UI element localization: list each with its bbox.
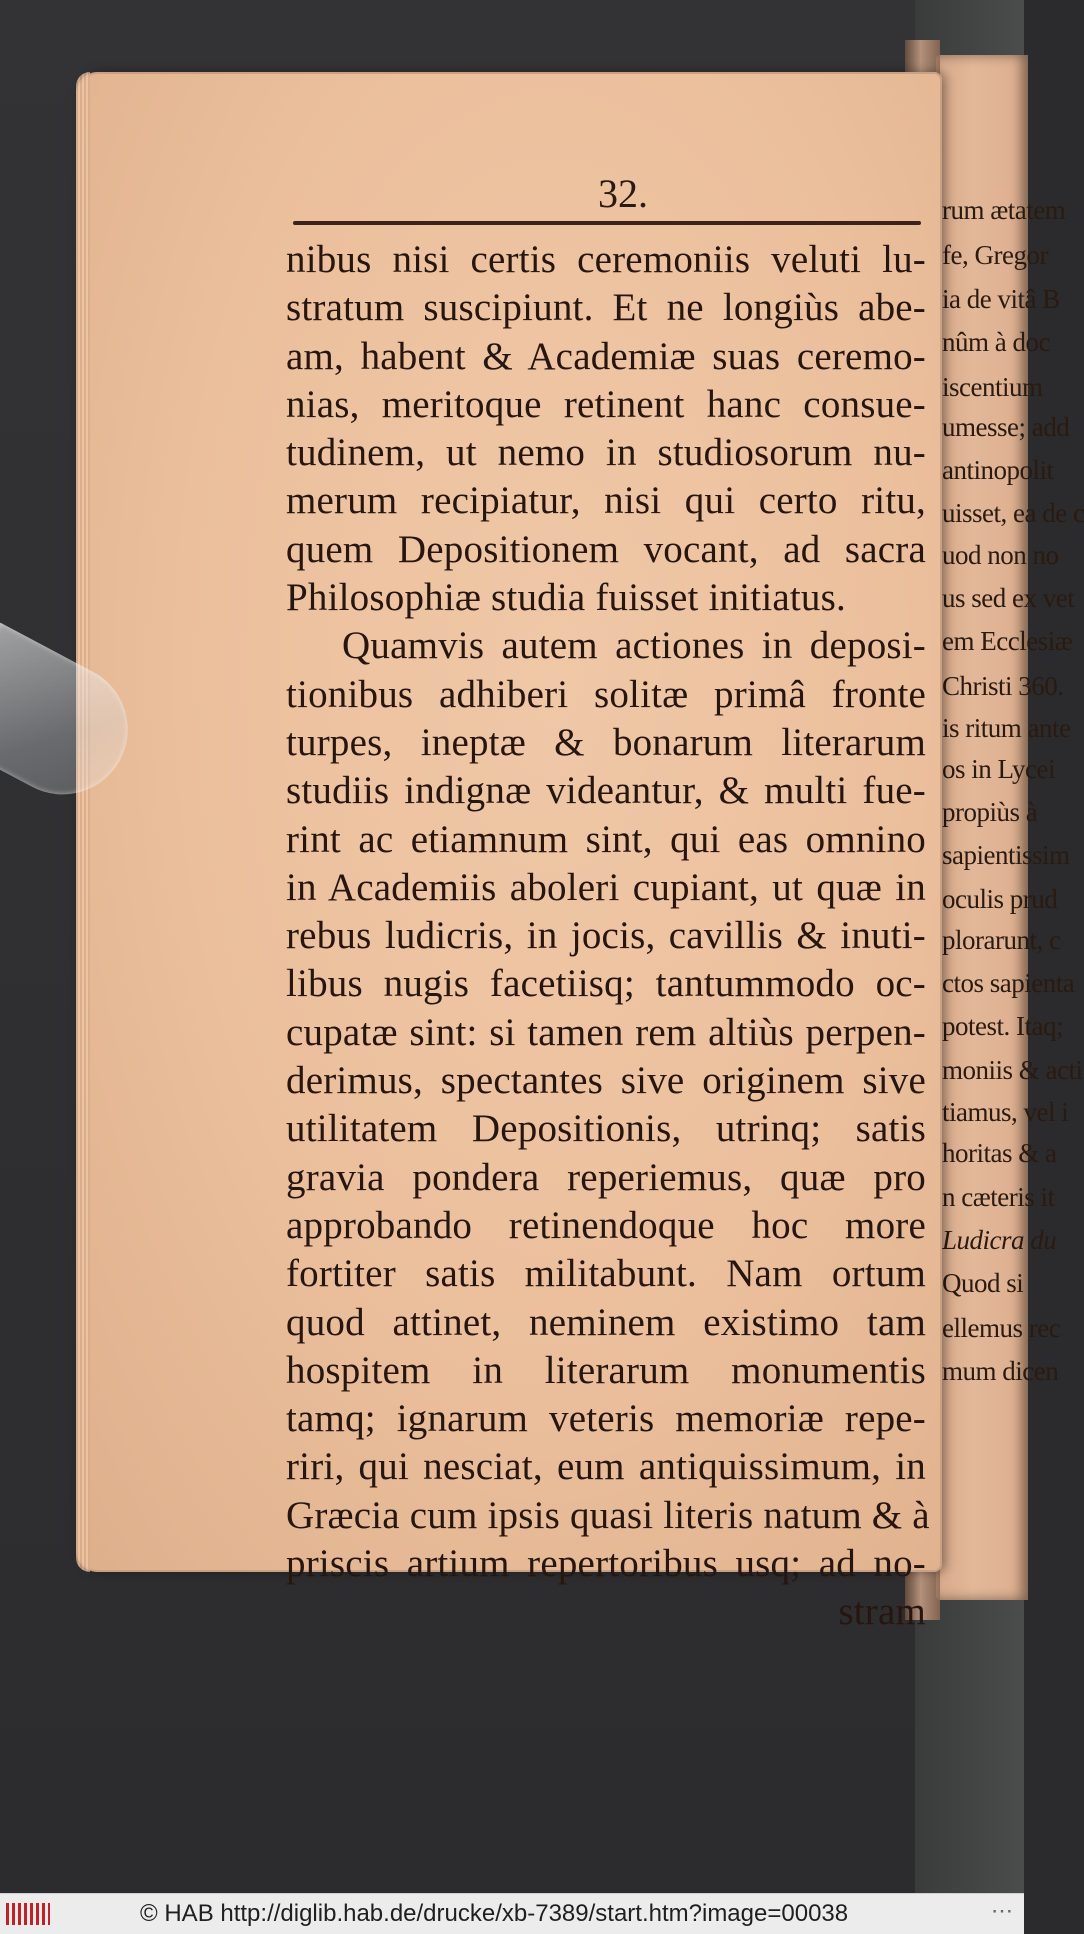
facing-page-line: potest. Itaq; bbox=[942, 1011, 1063, 1041]
text-line: riri, qui nesciat, eum antiquissimum, in bbox=[286, 1445, 926, 1489]
facing-page-line: Christi 360. bbox=[942, 671, 1064, 701]
text-line: tamq; ignarum veteris memoriæ repe- bbox=[286, 1397, 926, 1441]
facing-page-line: umesse; add bbox=[942, 412, 1070, 442]
facing-page-line: n cæteris it bbox=[942, 1182, 1055, 1212]
text-line: in Academiis aboleri cupiant, ut quæ in bbox=[286, 865, 926, 909]
text-line: turpes, ineptæ & bonarum literarum bbox=[286, 720, 926, 764]
text-line: quem Depositionem vocant, ad sacra bbox=[286, 527, 926, 571]
text-line: rebus ludicris, in jocis, cavillis & inuti- bbox=[286, 914, 926, 958]
text-line: quod attinet, neminem existimo tam bbox=[286, 1300, 926, 1344]
facing-page-line: em Ecclesiæ bbox=[942, 626, 1073, 656]
facing-page bbox=[936, 55, 1084, 1600]
facing-page-line: iscentium bbox=[942, 372, 1043, 402]
text-line: nias, meritoque retinent hanc consue- bbox=[286, 382, 926, 426]
facing-page-line: uod non no bbox=[942, 540, 1059, 570]
facing-page-line: Quod si bbox=[942, 1268, 1024, 1298]
text-line: tionibus adhiberi solitæ primâ fronte bbox=[286, 672, 926, 716]
facing-page-line: Ludicra du bbox=[942, 1225, 1057, 1255]
facing-page-line: is ritum ante bbox=[942, 713, 1071, 743]
text-line: rint ac etiamnum sint, qui eas omnino bbox=[286, 817, 926, 861]
more-icon[interactable]: ⋯ bbox=[991, 1898, 1014, 1923]
facing-page-line: uisset, ea de c bbox=[942, 498, 1084, 528]
text-line: derimus, spectantes sive originem sive bbox=[286, 1059, 926, 1103]
text-line: Philosophiæ studia fuisset initiatus. bbox=[286, 576, 846, 620]
facing-page-line: fe, Gregor bbox=[942, 240, 1048, 270]
facing-page-line: horitas & a bbox=[942, 1138, 1057, 1168]
text-line: am, habent & Academiæ suas ceremo- bbox=[286, 334, 926, 378]
source-url[interactable]: © HAB http://diglib.hab.de/drucke/xb-7389/start.htm?image=00038 bbox=[140, 1900, 849, 1927]
facing-page-line: moniis & acti bbox=[942, 1055, 1083, 1085]
page-number: 32. bbox=[598, 171, 648, 216]
page-text bbox=[286, 236, 930, 1637]
facing-page-line: ellemus rec bbox=[942, 1313, 1061, 1343]
facing-page-line: tiamus, vel i bbox=[942, 1097, 1069, 1127]
facing-page-line: ctos sapienta bbox=[942, 968, 1075, 998]
text-line: merum recipiatur, nisi qui certo ritu, bbox=[286, 479, 926, 523]
text-line: priscis artium repertoribus usq; ad no- bbox=[286, 1542, 926, 1586]
text-line: tudinem, ut nemo in studiosorum nu- bbox=[286, 431, 926, 475]
text-line: Quamvis autem actiones in deposi- bbox=[342, 624, 926, 668]
facing-page-line: ia de vitâ B bbox=[942, 284, 1060, 314]
text-line: stratum suscipiunt. Et ne longiùs abe- bbox=[286, 286, 926, 330]
hab-logo-icon bbox=[6, 1903, 50, 1925]
facing-page-line: os in Lycei bbox=[942, 754, 1055, 784]
facing-page-line: oculis prud bbox=[942, 884, 1058, 914]
text-line: gravia pondera reperiemus, quæ pro bbox=[286, 1155, 926, 1199]
text-line: nibus nisi certis ceremoniis veluti lu- bbox=[286, 238, 926, 281]
text-line: Græcia cum ipsis quasi literis natum & à bbox=[286, 1493, 930, 1537]
facing-page-line: us sed ex vet bbox=[942, 583, 1075, 613]
text-line: cupatæ sint: si tamen rem altiùs perpen- bbox=[286, 1010, 926, 1054]
catchword: stram bbox=[838, 1590, 926, 1634]
facing-page-line: propiùs à bbox=[942, 797, 1038, 827]
header-rule bbox=[293, 221, 921, 225]
facing-page-line: nûm à doc bbox=[942, 327, 1050, 357]
text-line: studiis indignæ videantur, & multi fue- bbox=[286, 769, 926, 813]
text-line: utilitatem Depositionis, utrinq; satis bbox=[286, 1107, 926, 1151]
page-edges bbox=[76, 72, 90, 1572]
text-line: libus nugis facetiisq; tantummodo oc- bbox=[286, 962, 926, 1006]
facing-page-line: mum dicen bbox=[942, 1356, 1059, 1386]
text-line: hospitem in literarum monumentis bbox=[286, 1348, 926, 1392]
facing-page-line: rum ætatem bbox=[942, 195, 1066, 225]
facing-page-line: sapientissim bbox=[942, 840, 1070, 870]
text-line: fortiter satis militabunt. Nam ortum bbox=[286, 1252, 926, 1296]
text-line: approbando retinendoque hoc more bbox=[286, 1203, 926, 1247]
facing-page-line: antinopolit bbox=[942, 455, 1054, 485]
viewer-footer bbox=[0, 1893, 1024, 1934]
facing-page-line: plorarunt, c bbox=[942, 925, 1061, 955]
